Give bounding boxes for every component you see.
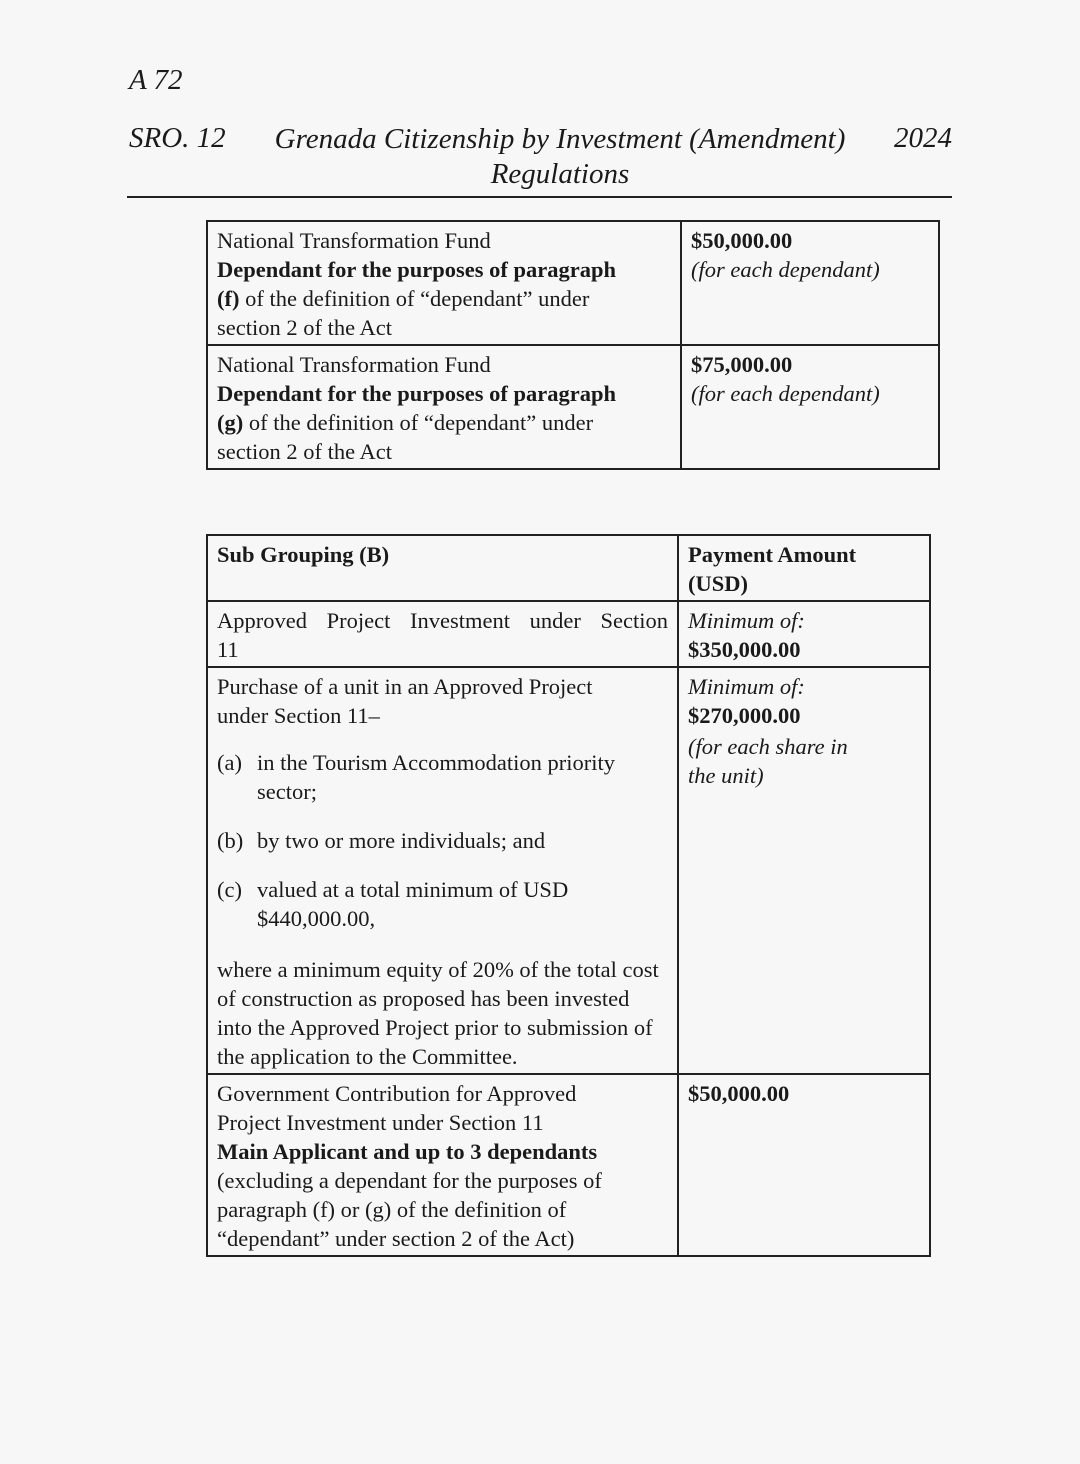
closing-paragraph: where a minimum equity of 20% of the total cost of construction as proposed has been invested into the Approved Project prior to submission of the application to the Committee. <box>217 957 659 1069</box>
definition-line <box>217 408 671 437</box>
list-item-text: in the Tourism Accommodation priority sector; <box>257 750 615 804</box>
table-cell-description <box>207 345 681 469</box>
table-row <box>207 1074 930 1256</box>
sro-number: SRO. 12 <box>129 122 226 154</box>
list-item-text: valued at a total minimum of USD $440,000.00, <box>257 877 569 931</box>
sub-grouping-b-table <box>206 534 931 1257</box>
list-item-label: (c) <box>217 877 242 902</box>
header-rule <box>127 196 952 198</box>
regulation-title-line1: Grenada Citizenship by Investment (Amendment) <box>274 123 846 155</box>
payment-amount: $270,000.00 <box>688 703 801 728</box>
definition-line-2: section 2 of the Act <box>217 439 392 464</box>
table-row <box>207 601 930 667</box>
definition-text: of the definition of “dependant” under <box>239 286 590 311</box>
minimum-label: Minimum of: <box>688 608 805 633</box>
payment-note: (for each dependant) <box>691 257 880 282</box>
payment-amount: $350,000.00 <box>688 637 801 662</box>
table-header-row <box>207 535 930 601</box>
table-cell-amount <box>681 221 939 345</box>
minimum-label: Minimum of: <box>688 674 805 699</box>
column-header-sub-grouping: Sub Grouping (B) <box>207 535 678 601</box>
table-cell-description <box>207 667 678 1074</box>
definition-text: of the definition of “dependant” under <box>243 410 594 435</box>
table-row <box>207 667 930 1074</box>
dependant-heading: Dependant for the purposes of paragraph <box>217 257 616 282</box>
list-item-text: by two or more individuals; and <box>257 828 546 853</box>
table-cell-description <box>207 221 681 345</box>
definition-line <box>217 284 671 313</box>
description-line: 11 <box>217 637 239 662</box>
payment-amount: $50,000.00 <box>691 228 793 253</box>
description-line: Purchase of a unit in an Approved Project <box>217 674 593 699</box>
payment-amount: $50,000.00 <box>688 1081 790 1106</box>
definition-line-2: section 2 of the Act <box>217 315 392 340</box>
list-item <box>217 748 668 806</box>
table-cell-description <box>207 1074 678 1256</box>
dependant-heading: Dependant for the purposes of paragraph <box>217 381 616 406</box>
ntf-dependant-table <box>206 220 940 470</box>
payment-amount: $75,000.00 <box>691 352 793 377</box>
exclusion-text: (excluding a dependant for the purposes of paragraph (f) or (g) of the definition of “dependant” under section 2 of the Act) <box>217 1168 602 1251</box>
list-item <box>217 826 668 855</box>
regulation-title <box>270 122 850 192</box>
list-item-label: (b) <box>217 828 244 853</box>
table-cell-amount <box>678 667 930 1074</box>
description-line: Government Contribution for Approved <box>217 1081 577 1106</box>
payment-note: (for each share in the unit) <box>688 734 848 788</box>
fund-label: National Transformation Fund <box>217 228 491 253</box>
description-line: Project Investment under Section 11 <box>217 1110 544 1135</box>
table-cell-description <box>207 601 678 667</box>
table-row <box>207 345 939 469</box>
table-cell-amount <box>678 1074 930 1256</box>
table-cell-amount <box>678 601 930 667</box>
table-row <box>207 221 939 345</box>
fund-label: National Transformation Fund <box>217 352 491 377</box>
paragraph-letter: (g) <box>217 410 244 435</box>
payment-note: (for each dependant) <box>691 381 880 406</box>
column-header-payment-amount: Payment Amount (USD) <box>678 535 930 601</box>
list-item <box>217 875 668 933</box>
regulation-title-line2: Regulations <box>490 158 630 190</box>
description-line: Approved Project Investment under Section <box>217 608 668 633</box>
spacer <box>217 730 668 748</box>
list-item-label: (a) <box>217 750 242 775</box>
page-number: A 72 <box>129 64 183 96</box>
regulation-year: 2024 <box>894 122 952 154</box>
paragraph-letter: (f) <box>217 286 240 311</box>
table-cell-amount <box>681 345 939 469</box>
description-line: under Section 11– <box>217 703 380 728</box>
applicant-heading: Main Applicant and up to 3 dependants <box>217 1139 598 1164</box>
